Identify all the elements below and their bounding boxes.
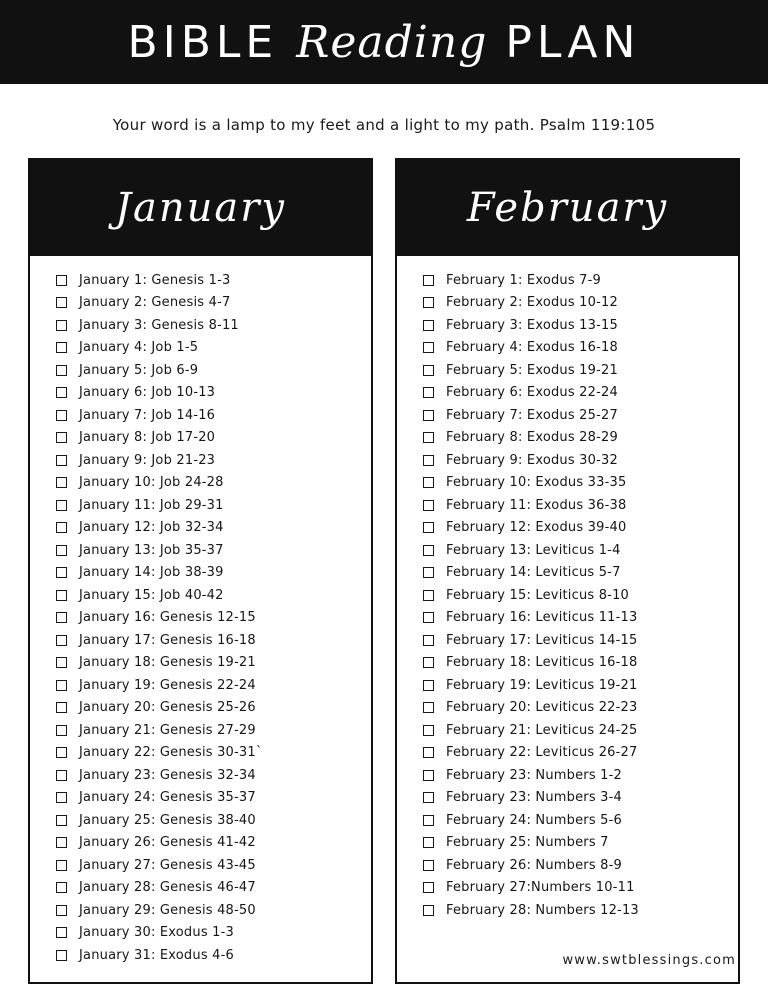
reading-entry-label: January 8: Job 17-20 [79,430,216,446]
month-header-january [30,160,371,256]
checkbox-icon[interactable] [423,882,434,893]
checkbox-icon[interactable] [423,860,434,871]
reading-entry-label: February 24: Numbers 5-6 [446,812,622,828]
month-header-february [397,160,738,256]
list-item[interactable] [56,428,361,449]
checkbox-icon[interactable] [423,905,434,916]
checkbox-icon[interactable] [423,320,434,331]
list-item[interactable] [56,653,361,674]
reading-entry-label: February 11: Exodus 36-38 [446,497,627,513]
checkbox-icon[interactable] [56,432,67,443]
reading-entry-label: February 17: Leviticus 14-15 [446,632,638,648]
checkbox-icon[interactable] [423,725,434,736]
checkbox-icon[interactable] [423,275,434,286]
list-item[interactable] [423,270,728,291]
list-item[interactable] [56,540,361,561]
list-item[interactable] [423,428,728,449]
list-item[interactable] [56,473,361,494]
list-item[interactable] [56,585,361,606]
list-item[interactable] [56,945,361,966]
reading-entry-label: February 15: Leviticus 8-10 [446,587,630,603]
reading-entry-label: February 5: Exodus 19-21 [446,362,618,378]
checkbox-icon[interactable] [423,747,434,758]
reading-entry-label: January 16: Genesis 12-15 [79,610,256,626]
list-item[interactable] [56,923,361,944]
reading-entry-label: February 3: Exodus 13-15 [446,317,618,333]
month-card-january [28,158,373,984]
reading-entry-label: January 24: Genesis 35-37 [79,790,256,806]
reading-entry-label: February 8: Exodus 28-29 [446,430,618,446]
month-card-february [395,158,740,984]
checkbox-icon[interactable] [56,477,67,488]
checkbox-icon[interactable] [56,410,67,421]
checkbox-icon[interactable] [56,950,67,961]
reading-entry-label: January 4: Job 1-5 [79,340,199,356]
list-item[interactable] [423,405,728,426]
checkbox-icon[interactable] [56,320,67,331]
reading-entry-label: January 17: Genesis 16-18 [79,632,256,648]
checkbox-icon[interactable] [56,792,67,803]
list-item[interactable] [423,518,728,539]
reading-entry-label: January 29: Genesis 48-50 [79,902,256,918]
reading-entry-label: February 23: Numbers 3-4 [446,790,622,806]
scripture-verse: Your word is a lamp to my feet and a light to my path. Psalm 119:105 [112,116,656,134]
reading-entry-label: February 22: Leviticus 26-27 [446,745,638,761]
checkbox-icon[interactable] [56,387,67,398]
reading-entry-label: January 25: Genesis 38-40 [79,812,256,828]
page-title-part-plan: PLAN [505,16,641,68]
checkbox-icon[interactable] [56,747,67,758]
checkbox-icon[interactable] [423,770,434,781]
checkbox-icon[interactable] [423,342,434,353]
checkbox-icon[interactable] [423,477,434,488]
checkbox-icon[interactable] [56,702,67,713]
list-item[interactable] [423,540,728,561]
reading-entry-label: January 19: Genesis 22-24 [79,677,256,693]
list-item[interactable] [56,315,361,336]
list-item[interactable] [423,608,728,629]
list-item[interactable] [56,563,361,584]
reading-entry-label: February 20: Leviticus 22-23 [446,700,638,716]
reading-list-february [423,270,728,921]
list-item[interactable] [56,338,361,359]
reading-entry-label: January 31: Exodus 4-6 [79,947,234,963]
reading-entry-label: January 10: Job 24-28 [79,475,224,491]
checkbox-icon[interactable] [56,882,67,893]
list-item[interactable] [56,810,361,831]
list-item[interactable] [56,855,361,876]
list-item[interactable] [423,563,728,584]
reading-entry-label: February 16: Leviticus 11-13 [446,610,638,626]
checkbox-icon[interactable] [56,522,67,533]
checkbox-icon[interactable] [423,792,434,803]
list-item[interactable] [423,743,728,764]
list-item[interactable] [423,720,728,741]
list-item[interactable] [56,518,361,539]
list-item[interactable] [423,630,728,651]
reading-entry-label: January 15: Job 40-42 [79,587,224,603]
reading-entry-label: February 7: Exodus 25-27 [446,407,618,423]
page-title [128,17,641,68]
checkbox-icon[interactable] [423,387,434,398]
reading-entry-label: February 25: Numbers 7 [446,835,609,851]
month-body-january [30,256,371,982]
month-body-february [397,256,738,982]
list-item[interactable] [56,878,361,899]
reading-entry-label: February 13: Leviticus 1-4 [446,542,621,558]
month-columns [0,158,768,984]
reading-entry-label: February 28: Numbers 12-13 [446,902,639,918]
checkbox-icon[interactable] [56,545,67,556]
reading-entry-label: January 5: Job 6-9 [79,362,199,378]
list-item[interactable] [423,878,728,899]
list-item[interactable] [56,720,361,741]
reading-entry-label: January 2: Genesis 4-7 [79,295,231,311]
reading-entry-label: February 19: Leviticus 19-21 [446,677,638,693]
list-item[interactable] [423,788,728,809]
checkbox-icon[interactable] [56,860,67,871]
reading-entry-label: February 21: Leviticus 24-25 [446,722,638,738]
checkbox-icon[interactable] [56,342,67,353]
checkbox-icon[interactable] [56,590,67,601]
list-item[interactable] [423,473,728,494]
reading-entry-label: February 18: Leviticus 16-18 [446,655,638,671]
page-title-part-bible: BIBLE [127,16,279,68]
reading-entry-label: January 14: Job 38-39 [79,565,224,581]
list-item[interactable] [423,833,728,854]
reading-entry-label: January 23: Genesis 32-34 [79,767,256,783]
reading-entry-label: January 18: Genesis 19-21 [79,655,256,671]
reading-entry-label: February 6: Exodus 22-24 [446,385,618,401]
list-item[interactable] [423,653,728,674]
list-item[interactable] [423,450,728,471]
list-item[interactable] [423,383,728,404]
list-item[interactable] [56,608,361,629]
list-item[interactable] [423,293,728,314]
reading-entry-label: January 27: Genesis 43-45 [79,857,256,873]
list-item[interactable] [423,698,728,719]
list-item[interactable] [56,495,361,516]
list-item[interactable] [56,630,361,651]
reading-entry-label: January 7: Job 14-16 [79,407,216,423]
checkbox-icon[interactable] [56,612,67,623]
checkbox-icon[interactable] [423,612,434,623]
checkbox-icon[interactable] [423,657,434,668]
checkbox-icon[interactable] [56,657,67,668]
page-title-part-reading: Reading [296,16,488,68]
list-item[interactable] [56,293,361,314]
reading-entry-label: February 23: Numbers 1-2 [446,767,622,783]
checkbox-icon[interactable] [56,725,67,736]
checkbox-icon[interactable] [423,410,434,421]
month-title-february: February [466,185,669,231]
checkbox-icon[interactable] [56,297,67,308]
reading-entry-label: January 1: Genesis 1-3 [79,272,231,288]
list-item[interactable] [423,765,728,786]
checkbox-icon[interactable] [56,905,67,916]
list-item[interactable] [56,270,361,291]
list-item[interactable] [423,855,728,876]
reading-entry-label: February 9: Exodus 30-32 [446,452,618,468]
reading-entry-label: January 30: Exodus 1-3 [79,925,234,941]
checkbox-icon[interactable] [423,567,434,578]
list-item[interactable] [56,833,361,854]
checkbox-icon[interactable] [423,545,434,556]
checkbox-icon[interactable] [56,680,67,691]
list-item[interactable] [56,450,361,471]
list-item[interactable] [56,675,361,696]
reading-entry-label: January 11: Job 29-31 [79,497,224,513]
checkbox-icon[interactable] [56,815,67,826]
reading-entry-label: January 3: Genesis 8-11 [79,317,239,333]
checkbox-icon[interactable] [423,365,434,376]
checkbox-icon[interactable] [423,702,434,713]
list-item[interactable] [56,788,361,809]
checkbox-icon[interactable] [423,635,434,646]
reading-entry-label: January 28: Genesis 46-47 [79,880,256,896]
month-title-january: January [115,185,286,231]
list-item[interactable] [56,900,361,921]
reading-entry-label: February 26: Numbers 8-9 [446,857,622,873]
page-header-banner [0,0,768,84]
reading-entry-label: February 4: Exodus 16-18 [446,340,618,356]
checkbox-icon[interactable] [423,522,434,533]
list-item[interactable] [56,383,361,404]
checkbox-icon[interactable] [423,590,434,601]
list-item[interactable] [423,810,728,831]
list-item[interactable] [423,315,728,336]
checkbox-icon[interactable] [56,927,67,938]
checkbox-icon[interactable] [423,837,434,848]
reading-entry-label: February 27:Numbers 10-11 [446,880,635,896]
website-footer: www.swtblessings.com [562,953,736,968]
reading-entry-label: January 22: Genesis 30-31` [79,745,263,761]
checkbox-icon[interactable] [423,680,434,691]
reading-entry-label: February 10: Exodus 33-35 [446,475,627,491]
reading-entry-label: February 12: Exodus 39-40 [446,520,627,536]
reading-entry-label: February 2: Exodus 10-12 [446,295,618,311]
reading-list-january [56,270,361,966]
reading-entry-label: January 20: Genesis 25-26 [79,700,256,716]
reading-entry-label: January 26: Genesis 41-42 [79,835,256,851]
checkbox-icon[interactable] [423,432,434,443]
reading-entry-label: February 14: Leviticus 5-7 [446,565,621,581]
list-item[interactable] [56,360,361,381]
reading-entry-label: January 6: Job 10-13 [79,385,216,401]
checkbox-icon[interactable] [56,635,67,646]
list-item[interactable] [56,743,361,764]
reading-entry-label: January 13: Job 35-37 [79,542,224,558]
reading-entry-label: January 21: Genesis 27-29 [79,722,256,738]
checkbox-icon[interactable] [423,815,434,826]
checkbox-icon[interactable] [56,837,67,848]
list-item[interactable] [423,338,728,359]
reading-entry-label: February 1: Exodus 7-9 [446,272,602,288]
checkbox-icon[interactable] [56,275,67,286]
checkbox-icon[interactable] [56,500,67,511]
list-item[interactable] [56,698,361,719]
list-item[interactable] [423,495,728,516]
reading-entry-label: January 9: Job 21-23 [79,452,216,468]
list-item[interactable] [423,900,728,921]
list-item[interactable] [56,405,361,426]
list-item[interactable] [423,675,728,696]
checkbox-icon[interactable] [423,455,434,466]
list-item[interactable] [423,360,728,381]
checkbox-icon[interactable] [56,567,67,578]
checkbox-icon[interactable] [56,770,67,781]
checkbox-icon[interactable] [423,500,434,511]
checkbox-icon[interactable] [56,455,67,466]
list-item[interactable] [56,765,361,786]
reading-entry-label: January 12: Job 32-34 [79,520,224,536]
list-item[interactable] [423,585,728,606]
checkbox-icon[interactable] [423,297,434,308]
checkbox-icon[interactable] [56,365,67,376]
